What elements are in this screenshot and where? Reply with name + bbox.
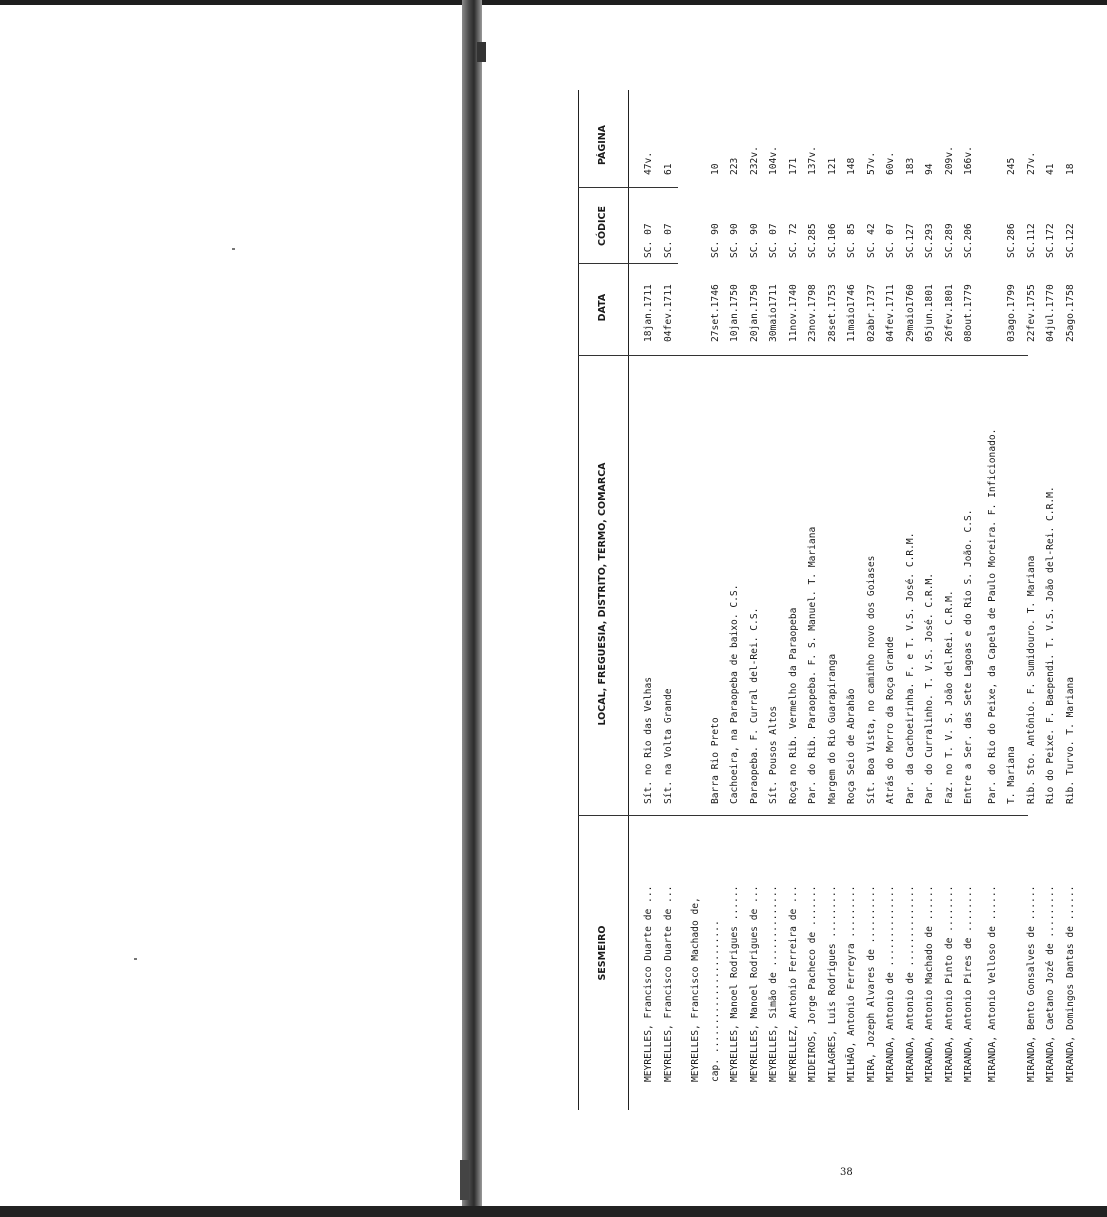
cell-local: Rio do Peixe. F. Baependi. T. V.S. João del-Rei. C.R.M. (1045, 486, 1056, 804)
table-row (941, 90, 959, 1110)
book-spine (462, 0, 482, 1217)
cell-sesmeiro: MIRA, Jozeph Alvares de .......... (865, 885, 877, 1082)
cell-sesmeiro: MEYRELLES, Manoel Rodrigues ...... (729, 885, 740, 1082)
cell-local: Atrás do Morro da Roça Grande (885, 636, 896, 804)
cell-data: 20jan.1750 (748, 284, 760, 342)
cell-local: Par. do Rib. Paraopeba. F. S. Manuel. T. Mariana (807, 526, 818, 804)
cell-codice: SC. 90 (748, 223, 760, 258)
cell-sesmeiro: MIRANDA, Antonio Velloso de ...... (986, 885, 998, 1082)
cell-sesmeiro: MIDEIROS, Jorge Pacheco de ....... (807, 885, 818, 1082)
cell-pagina: 232v. (748, 146, 760, 175)
sesmaria-table (578, 90, 1076, 1110)
cell-pagina: 60v. (885, 151, 896, 175)
table-row (1023, 90, 1041, 1110)
spine-mark-lower (460, 1160, 469, 1200)
cell-sesmeiro: MIRANDA, Antonio Pires de ........ (963, 885, 974, 1082)
table-row (882, 90, 900, 1110)
cell-pagina: 27v. (1025, 151, 1037, 175)
cell-sesmeiro: MIRANDA, Antonio de .............. (885, 885, 896, 1082)
cell-local: T. Mariana (1006, 746, 1017, 804)
cell-data: 04fev.1711 (662, 284, 674, 342)
cell-sesmeiro: MEYRELLES, Simão de .............. (768, 885, 779, 1082)
table-row (765, 90, 783, 1110)
cell-sesmeiro: MEYRELLES, Manoel Rodrigues de ... (748, 885, 760, 1082)
cell-codice: SC.206 (963, 223, 974, 258)
cell-codice: SC.285 (807, 223, 818, 258)
table-row (1062, 90, 1080, 1110)
cell-local: Barra Rio Preto (709, 717, 721, 804)
cell-local: Roça no Rib. Vermelho da Paraopeba (787, 607, 799, 804)
page-bottom-edge (0, 1206, 1107, 1217)
cell-pagina: 183 (904, 157, 916, 175)
header-pagina: PÁGINA (597, 124, 608, 166)
header-codice: CÓDICE (597, 206, 608, 246)
cell-codice: SC.172 (1045, 223, 1056, 258)
cell-codice: SC. 90 (729, 223, 740, 258)
cell-sesmeiro: MEYRELLES, Francisco Duarte de ... (643, 885, 654, 1082)
cell-pagina: 148 (846, 157, 857, 175)
cell-sesmeiro: MIRANDA, Bento Gonsalves de ...... (1025, 885, 1037, 1082)
cell-codice: SC. 85 (846, 223, 857, 258)
cell-data: 04fev.1711 (885, 284, 896, 342)
cell-codice: SC. 07 (768, 223, 779, 258)
cell-codice: SC.106 (826, 223, 838, 258)
table-row (984, 90, 1002, 1110)
cell-codice: SC. 90 (709, 223, 721, 258)
cell-data: 18jan.1711 (643, 284, 654, 342)
table-row (726, 90, 744, 1110)
cell-pagina: 47v. (643, 151, 654, 175)
cell-local: Cachoeira, na Paraopeba de baixo. C.S. (729, 584, 740, 804)
cell-pagina: 171 (787, 157, 799, 175)
cell-local: Margem do Rio Guarapiranga (826, 653, 838, 804)
cell-codice: SC. 72 (787, 223, 799, 258)
cell-codice: SC. 07 (885, 223, 896, 258)
cell-pagina: 209v. (943, 146, 955, 175)
cell-codice: SC. 42 (865, 223, 877, 258)
cell-pagina: 61 (662, 163, 674, 175)
table-row (843, 90, 861, 1110)
header-data: DATA (597, 293, 608, 322)
cell-sesmeiro: MEYRELLEZ, Antonio Ferreira de ... (787, 885, 799, 1082)
cell-data: 02abr.1737 (865, 284, 877, 342)
cell-local: Sít. Pousos Altos (768, 705, 779, 804)
cell-data: 11maio1746 (846, 284, 857, 342)
header-bottom-border (628, 90, 629, 1110)
cell-pagina: 166v. (963, 146, 974, 175)
cell-pagina: 245 (1006, 157, 1017, 175)
cell-pagina: 94 (924, 163, 935, 175)
cell-codice: SC.127 (904, 223, 916, 258)
paper-speck (134, 958, 137, 960)
cell-data: 25ago.1758 (1064, 284, 1076, 342)
cell-data: 11nov.1740 (787, 284, 799, 342)
cell-sesmeiro: MIRANDA, Domingos Dantas de ...... (1064, 885, 1076, 1082)
table-row (660, 90, 678, 1110)
cell-codice: SC.286 (1006, 223, 1017, 258)
cell-data: 05jun.1801 (924, 284, 935, 342)
header-local: LOCAL, FREGUESIA, DISTRITO, TERMO, COMARCA (597, 462, 608, 726)
cell-local: Sít. na Volta Grande (662, 688, 674, 804)
cell-codice: SC.112 (1025, 223, 1037, 258)
cell-sesmeiro: MIRANDA, Antonio de .............. (904, 885, 916, 1082)
cell-data: 04jul.1770 (1045, 284, 1056, 342)
cell-pagina: 223 (729, 157, 740, 175)
cell-sesmeiro: MEYRELLES, Francisco Duarte de ... (662, 885, 674, 1082)
cell-sesmeiro: MIRANDA, Antonio Machado de ...... (924, 885, 935, 1082)
cell-sesmeiro: MILAGRES, Luis Rodrigues ......... (826, 885, 838, 1082)
cell-local: Rib. Turvo. T. Mariana (1064, 676, 1076, 804)
cell-local: Paraopeba. F. Curral del-Rei. C.S. (748, 607, 760, 804)
table-row (1003, 90, 1021, 1110)
cell-pagina: 57v. (865, 151, 877, 175)
cell-local: Par. do Rio do Peixe, da Capela de Paulo Moreira. F. Inficionado. (986, 428, 998, 804)
cell-local: Par. da Cachoeirinha. F. e T. V.S. José. C.R.M. (904, 532, 916, 804)
paper-speck (232, 248, 235, 250)
cell-sesmeiro: MILHÃO, Antonio Ferreyra ......... (846, 885, 857, 1082)
cell-pagina: 18 (1064, 163, 1076, 175)
cell-data: 29maio1760 (904, 284, 916, 342)
table-row (902, 90, 920, 1110)
table-row (687, 90, 705, 1110)
cell-data: 30maio1711 (768, 284, 779, 342)
cell-data: 23nov.1798 (807, 284, 818, 342)
cell-codice: SC.289 (943, 223, 955, 258)
table-row (804, 90, 822, 1110)
page-top-edge (0, 0, 1107, 5)
cell-codice: SC. 07 (643, 223, 654, 258)
cell-data: 28set.1753 (826, 284, 838, 342)
cell-sesmeiro: cap. ....................... (709, 920, 721, 1082)
page-number: 38 (840, 1167, 853, 1178)
cell-local: Rib. Sto. Antônio. F. Sumidouro. T. Mariana (1025, 555, 1037, 804)
cell-pagina: 121 (826, 157, 838, 175)
table-row (863, 90, 881, 1110)
cell-local: Sít. no Rio das Velhas (643, 676, 654, 804)
table-row (707, 90, 725, 1110)
cell-local: Roça Seio de Abrahão (846, 688, 857, 804)
table-row (785, 90, 803, 1110)
cell-sesmeiro: MEYRELLES, Francisco Machado de, (690, 897, 701, 1082)
cell-pagina: 41 (1045, 163, 1056, 175)
cell-data: 27set.1746 (709, 284, 721, 342)
cell-data: 26fev.1801 (943, 284, 955, 342)
cell-codice: SC.293 (924, 223, 935, 258)
table-row (824, 90, 842, 1110)
spine-mark (477, 42, 486, 62)
cell-data: 10jan.1750 (729, 284, 740, 342)
cell-sesmeiro: MIRANDA, Caetano Jozé de ......... (1045, 885, 1056, 1082)
cell-local: Par. do Curralinho. T. V.S. José. C.R.M. (924, 572, 935, 804)
cell-sesmeiro: MIRANDA, Antonio Pinto de ........ (943, 885, 955, 1082)
table-row (746, 90, 764, 1110)
cell-codice: SC. 07 (662, 223, 674, 258)
cell-pagina: 104v. (768, 146, 779, 175)
table-row (921, 90, 939, 1110)
table-header (578, 90, 628, 1110)
cell-data: 08out.1779 (963, 284, 974, 342)
cell-pagina: 10 (709, 163, 721, 175)
cell-data: 22fev.1755 (1025, 284, 1037, 342)
table-row (960, 90, 978, 1110)
table-row (1042, 90, 1060, 1110)
cell-data: 03ago.1799 (1006, 284, 1017, 342)
cell-local: Sít. Boa Vista, no caminho novo dos Goiases (865, 555, 877, 804)
cell-local: Entre a Ser. das Sete Lagoas e do Rio S. João. C.S. (963, 509, 974, 804)
cell-pagina: 137v. (807, 146, 818, 175)
cell-local: Faz. no T. V. S. João del.Rei. C.R.M. (943, 590, 955, 804)
cell-codice: SC.122 (1064, 223, 1076, 258)
table-row (640, 90, 658, 1110)
header-sesmeiro: SESMEIRO (597, 925, 608, 981)
